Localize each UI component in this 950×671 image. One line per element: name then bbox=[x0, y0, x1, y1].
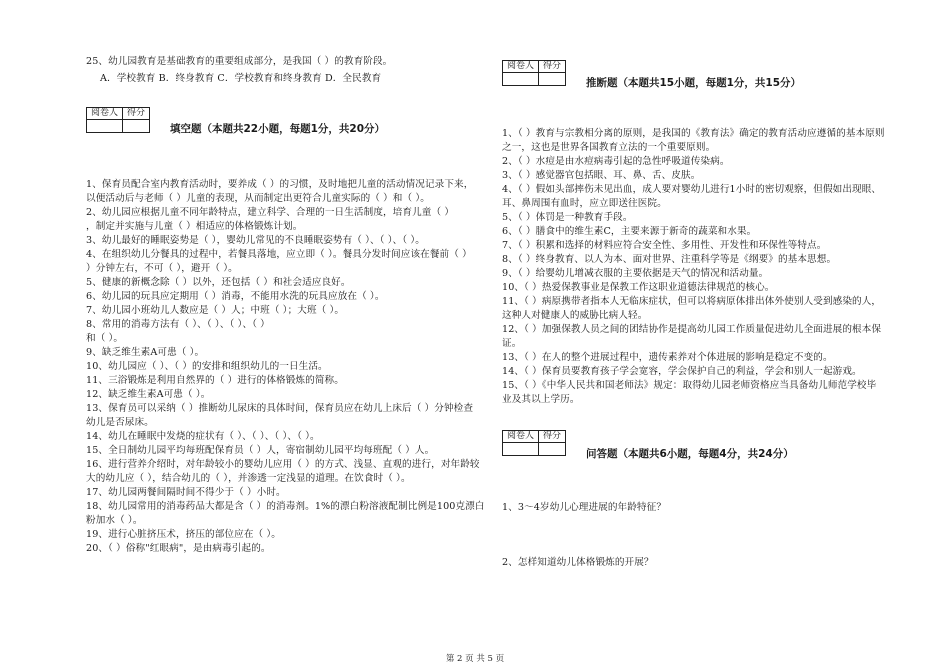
judgement-line: 15、（ ）《中华人民共和国老师法》规定：取得幼儿园老师资格应当具备幼儿师范学校毕 bbox=[502, 380, 877, 391]
blank-line: ）分钟左右，不可（ ），避开（ ）。 bbox=[86, 263, 238, 274]
blank-line: 14、幼儿在睡眠中发烧的症状有（ ）、（ ）、（ ）、（ ）。 bbox=[86, 431, 320, 442]
section-title-qa: 问答题（本题共6小题，每题4分，共24分） bbox=[586, 448, 794, 460]
judgement-line: 4、（ ）假如头部摔伤未见出血，成人要对婴幼儿进行1小时的密切观察，但假如出现眼、 bbox=[502, 184, 882, 195]
judgement-line: 3、（ ）感觉器官包括眼、耳、鼻、舌、皮肤。 bbox=[502, 170, 701, 181]
grader-cell bbox=[87, 120, 123, 133]
blank-line: 17、幼儿园两餐间隔时间不得少于（ ）小时。 bbox=[86, 487, 286, 498]
blank-line: 5、健康的新概念除（ ）以外，还包括（ ）和社会适应良好。 bbox=[86, 277, 351, 288]
blank-line: 以便活动后与老师（ ）儿童的表现，从而制定出更符合儿童实际的（ ）和（ ）。 bbox=[86, 193, 430, 204]
blank-line: 幼儿是否尿床。 bbox=[86, 417, 154, 428]
section-title-judgement: 推断题（本题共15小题，每题1分，共15分） bbox=[586, 77, 802, 89]
judgement-line: 13、（ ）在人的整个进展过程中，遗传素养对个体进展的影响是稳定不变的。 bbox=[502, 352, 833, 363]
grader-cell bbox=[503, 73, 539, 86]
blank-line: 2、幼儿园应根据儿童不同年龄特点，建立科学、合理的一日生活制度，培育儿童（ ） bbox=[86, 207, 455, 218]
grader-cell bbox=[503, 443, 539, 456]
blank-line: 3、幼儿最好的睡眠姿势是（ ），婴幼儿常见的不良睡眠姿势有（ ）、（ ）、（ ）。 bbox=[86, 235, 425, 246]
judgement-line: 2、（ ）水痘是由水痘病毒引起的急性呼吸道传染病。 bbox=[502, 156, 730, 167]
blank-line: 12、缺乏维生素A可患（ ）。 bbox=[86, 389, 211, 400]
qa-question: 2、怎样知道幼儿体格锻炼的开展？ bbox=[502, 557, 654, 568]
judgement-line: 14、（ ）保育员要教育孩子学会宽容，学会保护自己的利益，学会和别人一起游戏。 bbox=[502, 366, 862, 377]
judgement-line: 9、（ ）给婴幼儿增减衣服的主要依据是天气的情况和活动量。 bbox=[502, 268, 769, 279]
score-label: 得分 bbox=[123, 108, 150, 120]
judgement-line: 5、（ ）体罚是一种教育手段。 bbox=[502, 212, 633, 223]
section-title-fill-blank: 填空题（本题共22小题，每题1分，共20分） bbox=[170, 123, 386, 135]
score-cell bbox=[539, 443, 566, 456]
blank-line: 7、幼儿园小班幼儿人数应是（ ）人；中班（ ）；大班（ ）。 bbox=[86, 305, 345, 316]
score-box-qa bbox=[502, 430, 566, 456]
grader-label: 阅卷人 bbox=[503, 61, 539, 73]
blank-line: 1、保育员配合室内教育活动时，要养成（ ）的习惯，及时地把儿童的活动情况记录下来， bbox=[86, 179, 474, 190]
judgement-line: 1、（ ）教育与宗教相分离的原则，是我国的《教育法》确定的教育活动应遵循的基本原则 bbox=[502, 128, 885, 139]
question-25-stem: 25、幼儿园教育是基础教育的重要组成部分，是我国（ ）的教育阶段。 bbox=[86, 56, 393, 67]
grader-label: 阅卷人 bbox=[503, 431, 539, 443]
judgement-line: 12、（ ）加强保教人员之间的团结协作是提高幼儿园工作质量促进幼儿全面进展的根本保 bbox=[502, 324, 882, 335]
blank-line: 粉加水（ ）。 bbox=[86, 515, 143, 526]
blank-line: 10、幼儿园应（ ）、（ ）的安排和组织幼儿的一日生活。 bbox=[86, 361, 328, 372]
blank-line: 16、进行营养介绍时，对年龄较小的婴幼儿应用（ ）的方式、浅显、直观的进行，对年龄较 bbox=[86, 459, 480, 470]
score-cell bbox=[539, 73, 566, 86]
judgement-line: 业及其以上学历。 bbox=[502, 394, 580, 405]
blank-line: 11、三浴锻炼是利用自然界的（ ）进行的体格锻炼的简称。 bbox=[86, 375, 344, 386]
blank-line: 15、全日制幼儿园平均每班配保育员（ ）人，寄宿制幼儿园平均每班配（ ）人。 bbox=[86, 445, 435, 456]
score-box-fill-blank bbox=[86, 107, 150, 133]
blank-line: 13、保育员可以采纳（ ）推断幼儿尿床的具体时间，保育员应在幼儿上床后（ ）分钟检查 bbox=[86, 403, 474, 414]
blank-line: 20、（ ）俗称"红眼病"，是由病毒引起的。 bbox=[86, 543, 271, 554]
blank-line: 19、进行心脏挤压术，挤压的部位应在（ ）。 bbox=[86, 529, 281, 540]
score-box-judgement bbox=[502, 60, 566, 86]
score-label: 得分 bbox=[539, 61, 566, 73]
blank-line: 4、在组织幼儿分餐具的过程中，若餐具落地，应立即（ ）。餐具分发时间应该在餐前（ ） bbox=[86, 249, 472, 260]
score-cell bbox=[123, 120, 150, 133]
blank-line: 和（ ）。 bbox=[86, 333, 124, 344]
judgement-line: 11、（ ）病原携带者指本人无临床症状，但可以将病原体排出体外使别人受到感染的人， bbox=[502, 296, 882, 307]
judgement-line: 6、（ ）膳食中的维生素C，主要来源于新奇的蔬菜和水果。 bbox=[502, 226, 757, 237]
question-25-options: A．学校教育 B．终身教育 C．学校教育和终身教育 D．全民教育 bbox=[100, 73, 382, 84]
qa-question: 1、3～4岁幼儿心理进展的年龄特征？ bbox=[502, 502, 667, 513]
blank-line: 18、幼儿园常用的消毒药品大都是含（ ）的消毒剂。1%的漂白粉溶液配制比例是100克漂白 bbox=[86, 501, 485, 512]
judgement-line: 7、（ ）积累和选择的材料应符合安全性、多用性、开发性和环保性等特点。 bbox=[502, 240, 827, 251]
score-label: 得分 bbox=[539, 431, 566, 443]
blank-line: 9、缺乏维生素A可患（ ）。 bbox=[86, 347, 205, 358]
blank-line: 6、幼儿园的玩具应定期用（ ）消毒，不能用水洗的玩具应放在（ ）。 bbox=[86, 291, 385, 302]
judgement-line: 耳、鼻周围有血时，应立即送往医院。 bbox=[502, 198, 667, 209]
judgement-line: 10、（ ）热爱保教事业是保教工作这职业道德法律规范的核心。 bbox=[502, 282, 775, 293]
judgement-line: 证。 bbox=[502, 338, 522, 349]
page-footer: 第 2 页 共 5 页 bbox=[445, 654, 505, 664]
blank-line: 8、常用的消毒方法有（ ）、（ ）、（ ）、（ ） bbox=[86, 319, 270, 330]
judgement-line: 之一，这也是世界各国教育立法的一个重要原则。 bbox=[502, 142, 716, 153]
grader-label: 阅卷人 bbox=[87, 108, 123, 120]
blank-line: ，制定并实施与儿童（ ）相适应的体格锻炼计划。 bbox=[86, 221, 303, 232]
blank-line: 大的幼儿应（ ），结合幼儿的（ ），并渗透一定浅显的道理。在饮食时（ ）。 bbox=[86, 473, 411, 484]
judgement-line: 8、（ ）终身教育、以人为本、面对世界、注重科学等是《纲要》的基本思想。 bbox=[502, 254, 837, 265]
judgement-line: 这种人对健康人的威胁比病人轻。 bbox=[502, 310, 648, 321]
